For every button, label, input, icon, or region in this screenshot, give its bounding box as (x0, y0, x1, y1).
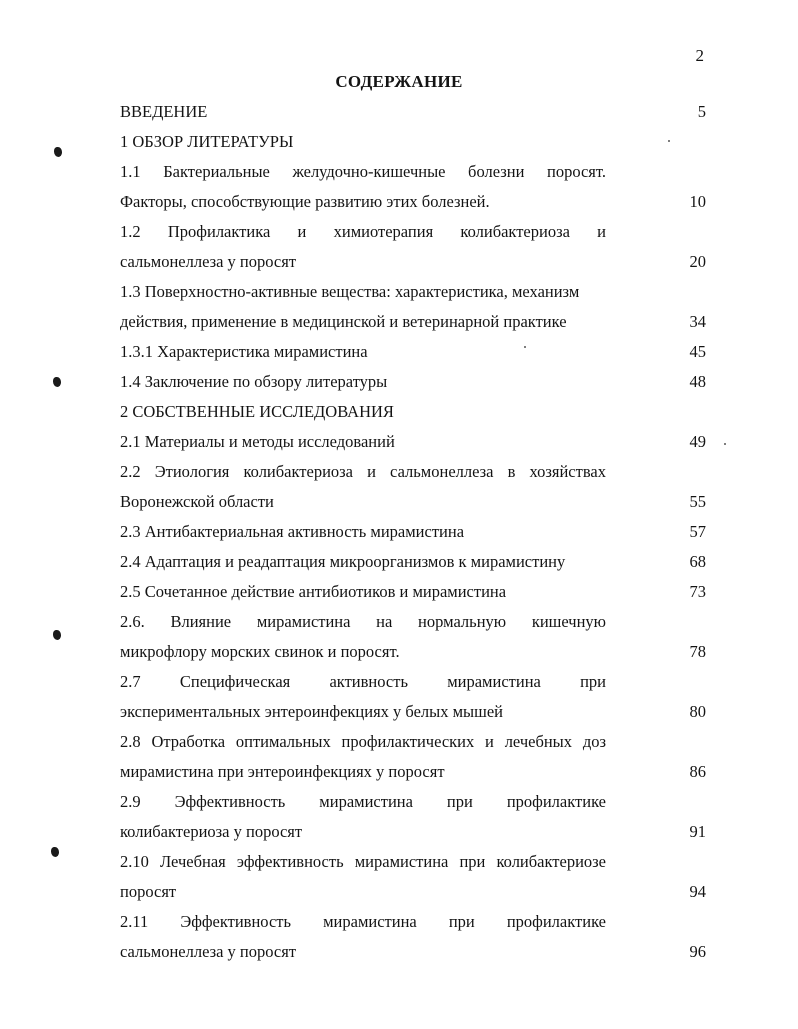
toc-entry (120, 277, 706, 307)
toc-entry (120, 97, 706, 127)
toc-entry-page: 20 (689, 252, 706, 271)
toc-entry (120, 547, 706, 577)
toc-entry-text: 1.1 Бактериальные желудочно-кишечные болезни поросят. (120, 162, 606, 181)
toc-entry (120, 697, 706, 727)
toc-entry (120, 577, 706, 607)
toc-entry-text: 2.4 Адаптация и реадаптация микроорганизмов к мирамистину (120, 552, 566, 571)
toc-entry (120, 847, 706, 877)
toc-entry (120, 367, 706, 397)
toc-entry-page: 57 (689, 522, 706, 541)
toc-entry (120, 907, 706, 937)
toc-entry-text: ВВЕДЕНИЕ (120, 102, 208, 121)
toc-entry (120, 427, 706, 457)
toc-entry (120, 127, 706, 157)
toc-entry (120, 217, 706, 247)
toc-entry-page: 68 (689, 552, 706, 571)
toc-entry (120, 307, 706, 337)
toc-entry-text: 2.10 Лечебная эффективность мирамистина при колибактериозе (120, 852, 606, 871)
toc-entry-text: 2.6. Влияние мирамистина на нормальную кишечную (120, 612, 606, 631)
toc-entry-page: 73 (689, 582, 706, 601)
toc-entry-text: 2.11 Эффективность мирамистина при профилактике (120, 912, 606, 931)
toc-entry (120, 187, 706, 217)
binder-hole-mark (53, 630, 61, 640)
toc-entry-text: Воронежской области (120, 492, 274, 511)
toc-entry-text: 2.5 Сочетанное действие антибиотиков и мирамистина (120, 582, 507, 601)
toc-entry-page: 86 (689, 762, 706, 781)
toc-entry-page: 80 (689, 702, 706, 721)
toc-entry-text: 2.3 Антибактериальная активность мирамистина (120, 522, 465, 541)
toc-entry-page: 55 (689, 492, 706, 511)
toc-entry-text: микрофлору морских свинок и поросят. (120, 642, 400, 661)
scan-speck (668, 140, 670, 142)
page-number: 2 (695, 46, 704, 65)
toc-entry-text: 1.4 Заключение по обзору литературы (120, 372, 388, 391)
toc-entry (120, 457, 706, 487)
toc-entry-text: 2.7 Специфическая активность мирамистина при (120, 672, 606, 691)
toc-entry (120, 517, 706, 547)
toc-entry (120, 397, 706, 427)
toc-entry (120, 487, 706, 517)
toc-entry (120, 337, 706, 367)
toc-entry-text: Факторы, способствующие развитию этих болезней. (120, 192, 490, 211)
toc-entry (120, 157, 706, 187)
toc-entry-text: сальмонеллеза у поросят (120, 252, 297, 271)
toc-entry (120, 667, 706, 697)
toc-entry-page: 34 (689, 312, 706, 331)
toc-title: СОДЕРЖАНИЕ (335, 72, 463, 91)
scan-speck (524, 346, 526, 348)
toc-entry-text: 2.1 Материалы и методы исследований (120, 432, 395, 451)
binder-hole-mark (54, 147, 62, 157)
toc-entry-page: 49 (689, 432, 706, 451)
toc-entry-text: сальмонеллеза у поросят (120, 942, 297, 961)
toc-entry-text: 2.8 Отработка оптимальных профилактических и лечебных доз (120, 732, 606, 751)
toc-entry-page: 48 (689, 372, 706, 391)
toc-entry-text: 1 ОБЗОР ЛИТЕРАТУРЫ (120, 132, 294, 151)
toc-entry (120, 787, 706, 817)
scan-speck (724, 443, 726, 445)
toc-entry-text: экспериментальных энтероинфекциях у белых мышей (120, 702, 503, 721)
toc-entry-page: 10 (689, 192, 706, 211)
toc-entry-text: 1.3 Поверхностно-активные вещества: характеристика, механизм (120, 282, 580, 301)
toc-entry (120, 607, 706, 637)
binder-hole-mark (53, 377, 61, 387)
table-of-contents (120, 97, 706, 967)
toc-entry-page: 96 (689, 942, 706, 961)
toc-entry (120, 937, 706, 967)
toc-entry-text: 2.9 Эффективность мирамистина при профилактике (120, 792, 606, 811)
toc-entry-text: поросят (120, 882, 177, 901)
toc-entry-text: действия, применение в медицинской и ветеринарной практике (120, 312, 567, 331)
toc-entry (120, 637, 706, 667)
toc-entry-page: 94 (689, 882, 706, 901)
toc-entry (120, 727, 706, 757)
toc-entry (120, 877, 706, 907)
toc-entry (120, 817, 706, 847)
toc-entry (120, 247, 706, 277)
binder-hole-mark (51, 847, 59, 857)
toc-entry (120, 757, 706, 787)
toc-entry-page: 5 (697, 102, 706, 121)
toc-entry-text: колибактериоза у поросят (120, 822, 303, 841)
toc-entry-text: мирамистина при энтероинфекциях у поросят (120, 762, 445, 781)
toc-entry-page: 91 (689, 822, 706, 841)
toc-entry-page: 78 (689, 642, 706, 661)
toc-entry-text: 1.2 Профилактика и химиотерапия колибактериоза и (120, 222, 606, 241)
toc-entry-text: 1.3.1 Характеристика мирамистина (120, 342, 368, 361)
toc-entry-text: 2 СОБСТВЕННЫЕ ИССЛЕДОВАНИЯ (120, 402, 394, 421)
toc-entry-page: 45 (689, 342, 706, 361)
toc-entry-text: 2.2 Этиология колибактериоза и сальмонеллеза в хозяйствах (120, 462, 606, 481)
